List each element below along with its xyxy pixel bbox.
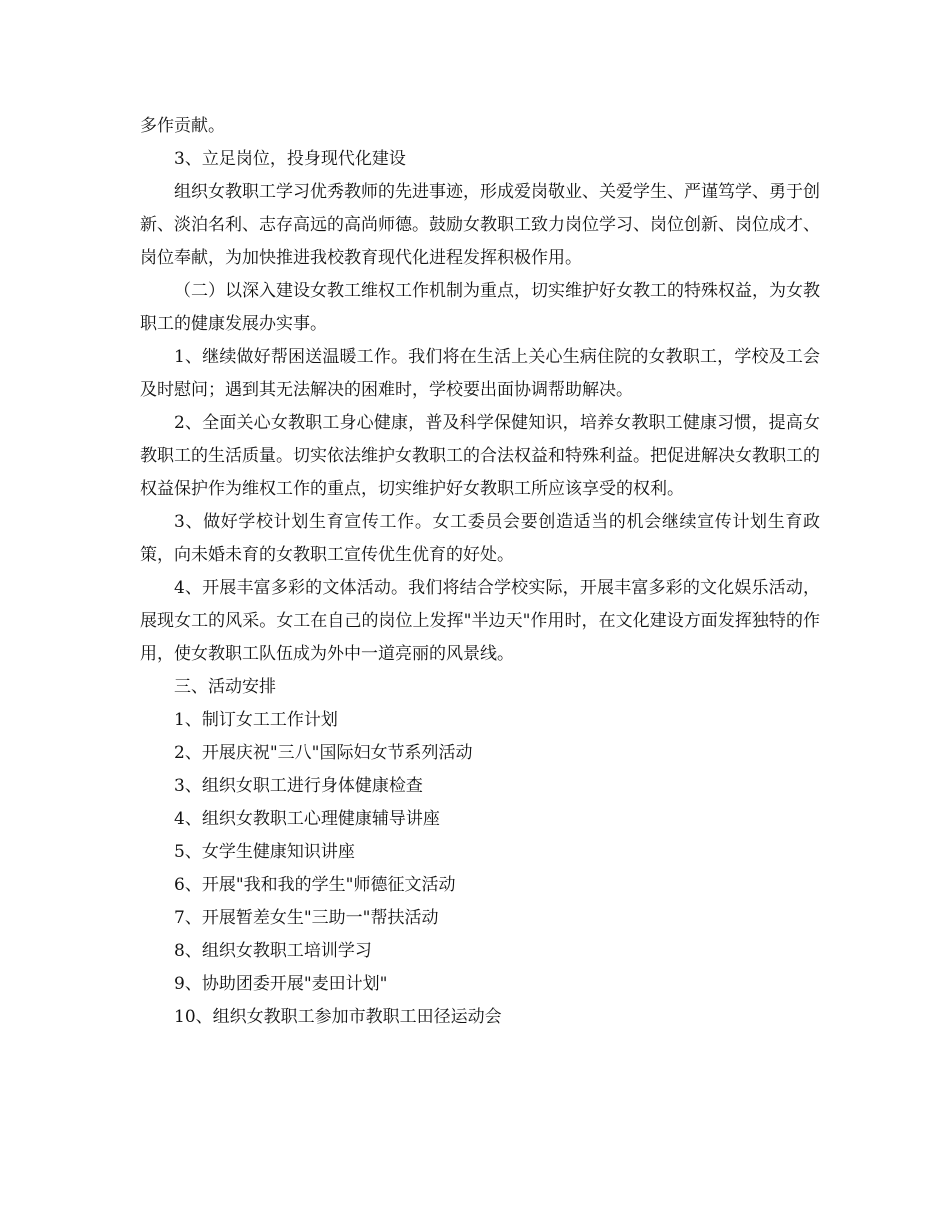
activity-item: 6、开展"我和我的学生"师德征文活动 — [174, 875, 456, 895]
paragraph-item-2: 2、全面关心女教职工身心健康，普及科学保健知识，培养女教职工健康习惯，提高女教职工的生活质量。切实依法维护女教职工的合法权益和特殊利益。把促进解决女教职工的权益保护作为维权工作的重点，切实维护好女教职工所应该享受的权利。 — [140, 413, 820, 499]
paragraph-item-1: 1、继续做好帮困送温暖工作。我们将在生活上关心生病住院的女教职工，学校及工会及时慰问；遇到其无法解决的困难时，学校要出面协调帮助解决。 — [140, 347, 820, 400]
section-2-heading: （二）以深入建设女教工维权工作机制为重点，切实维护好女教工的特殊权益，为女教职工的健康发展办实事。 — [140, 281, 820, 334]
activity-item: 8、组织女教职工培训学习 — [174, 941, 372, 961]
activity-item: 2、开展庆祝"三八"国际妇女节系列活动 — [174, 743, 473, 763]
activity-item: 5、女学生健康知识讲座 — [174, 842, 355, 862]
activity-item: 3、组织女职工进行身体健康检查 — [174, 776, 423, 796]
paragraph-continuation: 多作贡献。 — [140, 116, 225, 136]
paragraph-item-4: 4、开展丰富多彩的文体活动。我们将结合学校实际，开展丰富多彩的文化娱乐活动，展现女工的风采。女工在自己的岗位上发挥"半边天"作用时，在文化建设方面发挥独特的作用，使女教职工队伍成为外中一道亮丽的风景线。 — [140, 578, 820, 664]
paragraph-teacher-ethics: 组织女教职工学习优秀教师的先进事迹，形成爱岗敬业、关爱学生、严谨笃学、勇于创新、淡泊名利、志存高远的高尚师德。鼓励女教职工致力岗位学习、岗位创新、岗位成才、岗位奉献，为加快推进我校教育现代化进程发挥积极作用。 — [140, 182, 820, 268]
section-3-heading: 三、活动安排 — [174, 677, 276, 697]
activity-item: 7、开展暂差女生"三助一"帮扶活动 — [174, 908, 439, 928]
activity-item: 9、协助团委开展"麦田计划" — [174, 974, 388, 994]
paragraph-item-3: 3、做好学校计划生育宣传工作。女工委员会要创造适当的机会继续宣传计划生育政策，向未婚未育的女教职工宣传优生优育的好处。 — [140, 512, 820, 565]
activity-item: 4、组织女教职工心理健康辅导讲座 — [174, 809, 440, 829]
document-body — [140, 110, 820, 1034]
activity-item: 10、组织女教职工参加市教职工田径运动会 — [174, 1007, 502, 1027]
activity-item: 1、制订女工工作计划 — [174, 710, 338, 730]
subheading-3: 3、立足岗位，投身现代化建设 — [174, 149, 406, 169]
